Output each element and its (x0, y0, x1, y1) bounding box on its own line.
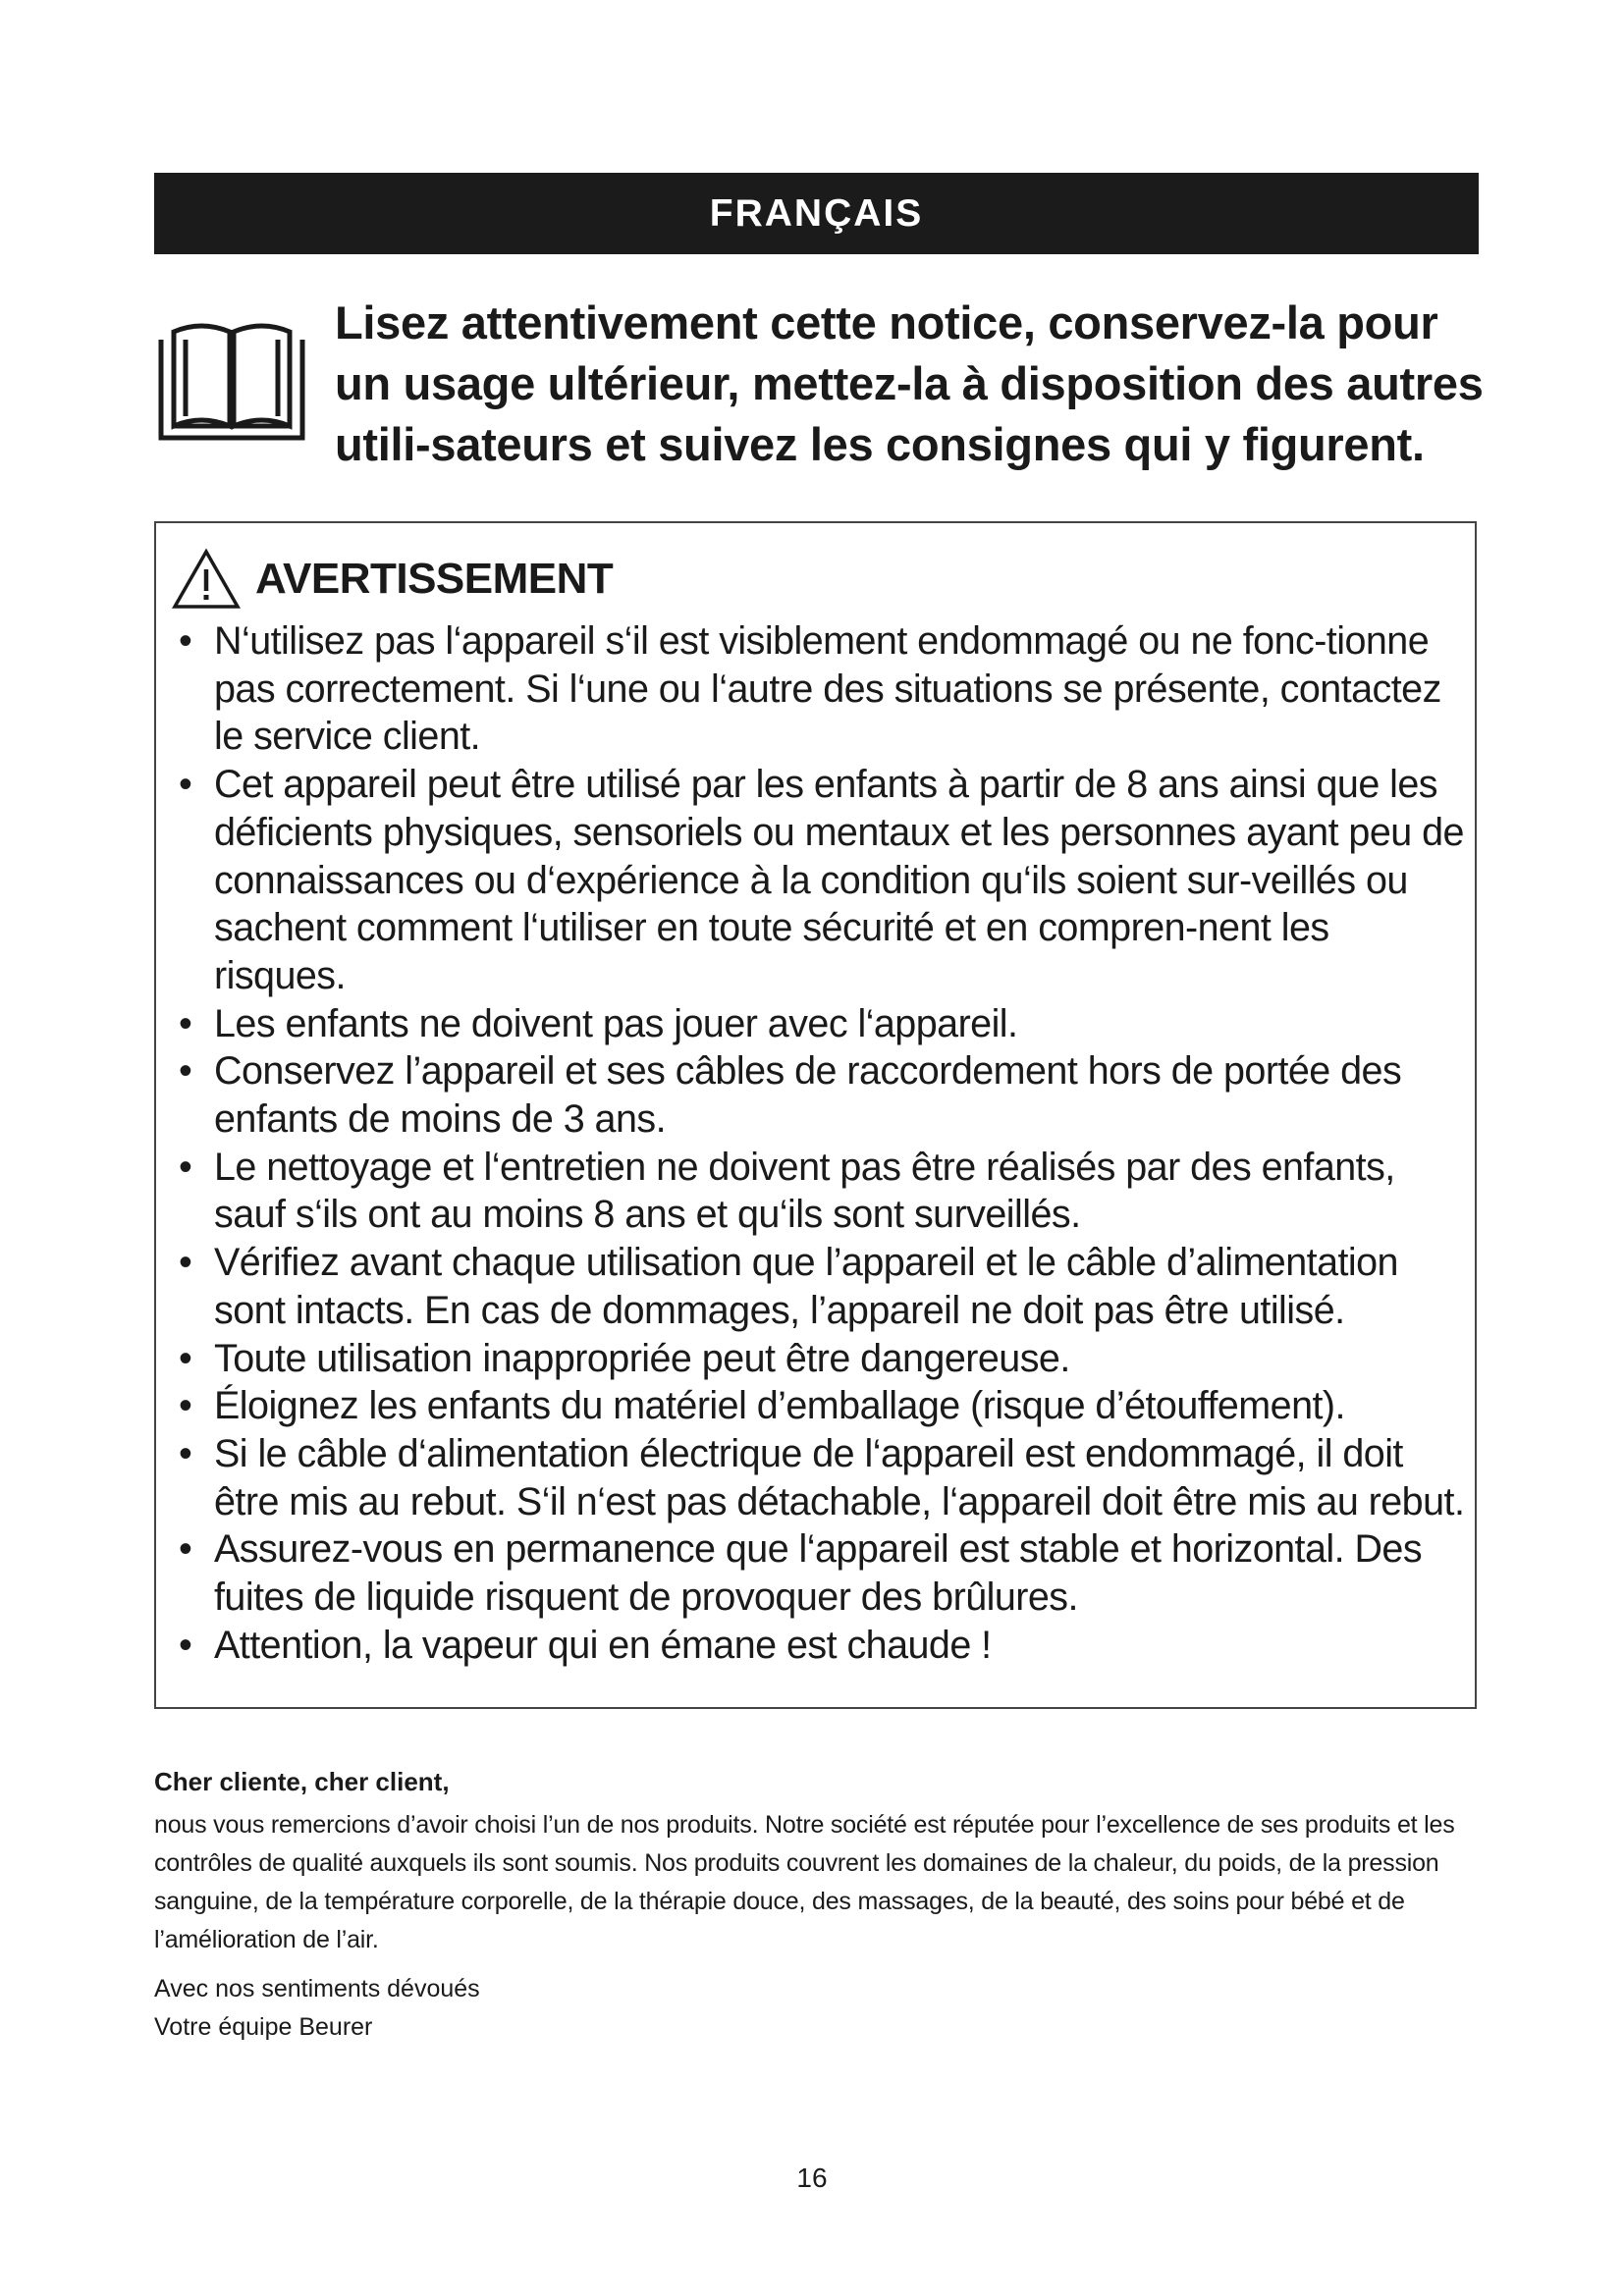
warning-item (173, 1430, 1469, 1525)
warning-item-text: Attention, la vapeur qui en émane est chaude ! (214, 1623, 992, 1667)
warning-item-text: Assurez-vous en permanence que l‘appareil est stable et horizontal. Des fuites de liquide risquent de provoquer des brûlures. (214, 1527, 1423, 1620)
warning-item-text: N‘utilisez pas l‘appareil s‘il est visiblement endommagé ou ne fonc-tionne pas correctement. Si l‘une ou l‘autre des situations se présente, contactez le service client. (214, 619, 1441, 759)
signoff (154, 1970, 480, 2047)
warning-title: AVERTISSEMENT (255, 555, 614, 603)
signature-line: Votre équipe Beurer (154, 2013, 373, 2041)
bullet: • (179, 1431, 192, 1475)
bullet: • (179, 763, 192, 807)
bullet: • (179, 1623, 192, 1667)
page-number: 16 (796, 2163, 828, 2193)
bullet: • (179, 1527, 192, 1572)
bullet: • (179, 1049, 192, 1094)
warning-triangle-icon (171, 548, 242, 611)
greeting-title: Cher cliente, cher client, (154, 1767, 450, 1796)
bullet: • (179, 1384, 192, 1428)
warning-box (154, 521, 1477, 1709)
warning-item-text: Les enfants ne doivent pas jouer avec l‘appareil. (214, 1001, 1018, 1045)
warning-header (171, 545, 613, 614)
warning-item (173, 617, 1469, 761)
warning-item-text: Si le câble d‘alimentation électrique de l‘appareil est endommagé, il doit être mis au rebut. S‘il n‘est pas détachable, l‘appareil doit être mis au rebut. (214, 1431, 1465, 1523)
warning-item-text: Cet appareil peut être utilisé par les enfants à partir de 8 ans ainsi que les déficients physiques, sensoriels ou mentaux et les personnes ayant peu de connaissances ou d‘expérience à la condition qu‘ils soient sur-veillés ou sachent comment l‘utiliser en toute sécurité et en compren-nent les risques. (214, 763, 1464, 997)
intro-notice (154, 293, 1489, 469)
language-header-bar (154, 173, 1479, 254)
warning-item-text: Toute utilisation inappropriée peut être dangereuse. (214, 1336, 1070, 1380)
bullet: • (179, 1145, 192, 1189)
warning-item (173, 1525, 1469, 1621)
warning-item (173, 1335, 1469, 1383)
warning-item-text: Vérifiez avant chaque utilisation que l’appareil et le câble d’alimentation sont intacts. En cas de dommages, l’appareil ne doit pas être utilisé. (214, 1241, 1398, 1332)
warning-item-text: Éloignez les enfants du matériel d’emballage (risque d’étouffement). (214, 1384, 1345, 1428)
bullet: • (179, 1001, 192, 1045)
warning-item-text: Le nettoyage et l‘entretien ne doivent pas être réalisés par des enfants, sauf s‘ils ont au moins 8 ans et qu‘ils sont surveillés. (214, 1145, 1395, 1237)
book-icon (158, 318, 305, 442)
warning-list (173, 617, 1469, 1669)
warning-item (173, 1622, 1469, 1670)
bullet: • (179, 1336, 192, 1380)
warning-item (173, 1382, 1469, 1430)
warning-item (173, 1000, 1469, 1048)
bullet: • (179, 1241, 192, 1285)
warning-item-text: Conservez l’appareil et ses câbles de raccordement hors de portée des enfants de moins de 3 ans. (214, 1049, 1402, 1142)
warning-item (173, 1144, 1469, 1239)
warning-item (173, 761, 1469, 1000)
greeting-body: nous vous remercions d’avoir choisi l’un de nos produits. Notre société est réputée pour l’excellence de ses produits et les contrôles de qualité auxquels ils sont soumis. Nos produits couvrent les domaines de la chaleur, du poids, de la pression sanguine, de la température corporelle, de la thérapie douce, des massages, de la beauté, des soins pour bébé et de l’amélioration de l’air. (154, 1811, 1455, 1953)
language-label: FRANÇAIS (709, 191, 924, 235)
warning-item (173, 1047, 1469, 1143)
intro-text: Lisez attentivement cette notice, conservez-la pour un usage ultérieur, mettez-la à disposition des autres utili-sateurs et suivez les consignes qui y figurent. (335, 296, 1484, 470)
bullet: • (179, 619, 192, 663)
closing-line: Avec nos sentiments dévoués (154, 1975, 480, 2002)
warning-item (173, 1239, 1469, 1334)
